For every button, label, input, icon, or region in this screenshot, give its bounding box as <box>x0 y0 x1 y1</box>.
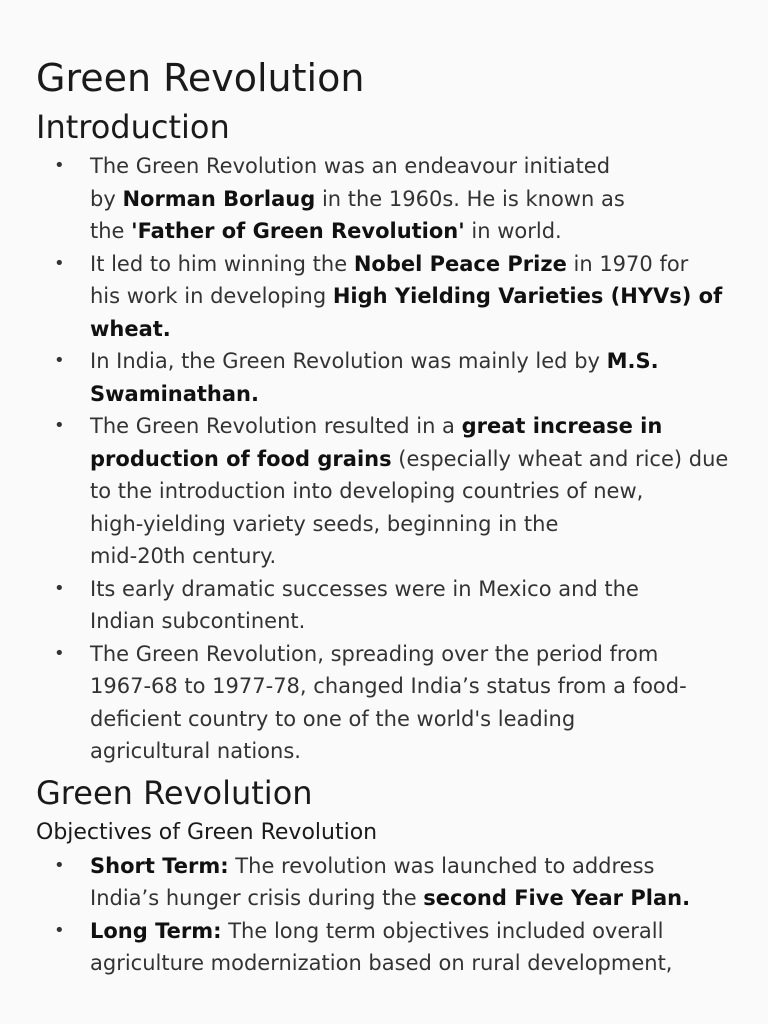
text-span: to the introduction into developing countries of new, <box>90 479 644 503</box>
text-span: It led to him winning the <box>90 251 354 276</box>
section-heading: Green Revolution <box>36 773 313 812</box>
text-span: agriculture modernization based on rural development, <box>90 951 673 975</box>
bold-text: second Five Year Plan. <box>423 886 691 910</box>
intro-heading: Introduction <box>36 108 230 146</box>
bold-text: wheat. <box>90 316 171 341</box>
bold-text: Short Term: <box>90 853 229 878</box>
list-item <box>36 850 738 915</box>
text-span: in 1970 for <box>566 251 689 276</box>
text-span: The Green Revolution resulted in a <box>90 414 462 438</box>
text-span: by <box>90 186 123 211</box>
text-span: in the 1960s. He is known as <box>315 186 625 211</box>
text-span: in world. <box>464 219 562 243</box>
list-item <box>36 638 738 768</box>
text-span: deficient country to one of the world's leading <box>90 706 576 731</box>
text-span: India’s hunger crisis during the <box>90 886 424 910</box>
text-span: The long term objectives included overall <box>221 918 664 943</box>
text-span: mid-20th century. <box>90 544 277 568</box>
bold-text: great increase in <box>461 414 663 438</box>
text-span: agricultural nations. <box>90 739 301 763</box>
text-span: the <box>90 219 132 243</box>
objectives-list <box>36 850 738 980</box>
text-span: his work in developing <box>90 284 333 308</box>
bold-text: Norman Borlaug <box>122 186 316 211</box>
intro-list <box>36 150 738 768</box>
bullet-icon: • <box>54 415 65 436</box>
text-span: high-yielding variety seeds, beginning in the <box>90 511 559 536</box>
objectives-heading: Objectives of Green Revolution <box>36 819 378 845</box>
list-item <box>36 345 738 410</box>
bold-text: 'Father of Green Revolution' <box>131 219 465 243</box>
bullet-icon: • <box>54 642 65 664</box>
bullet-icon: • <box>54 350 65 371</box>
text-span: In India, the Green Revolution was mainly led by <box>90 349 607 373</box>
text-span: The Green Revolution, spreading over the period from <box>90 641 659 666</box>
text-span: The Green Revolution was an endeavour initiated <box>90 154 611 178</box>
bold-text: Nobel Peace Prize <box>353 251 567 276</box>
list-item <box>36 915 738 980</box>
bullet-icon: • <box>54 577 65 599</box>
bullet-icon: • <box>54 919 65 941</box>
text-span: 1967-68 to 1977-78, changed India’s status from a food- <box>90 674 687 698</box>
bold-text: production of food grains <box>90 446 392 471</box>
list-item <box>36 248 738 346</box>
list-item <box>36 573 738 638</box>
list-item <box>36 150 738 248</box>
bold-text: Swaminathan. <box>90 381 259 406</box>
bold-text: M.S. <box>606 349 659 373</box>
text-span: (especially wheat and rice) due <box>391 446 729 471</box>
page-title: Green Revolution <box>36 56 365 100</box>
list-item <box>36 410 738 573</box>
text-span: Indian subcontinent. <box>90 609 306 633</box>
bullet-icon: • <box>54 854 65 876</box>
text-span: Its early dramatic successes were in Mexico and the <box>90 576 639 601</box>
bullet-icon: • <box>54 155 65 176</box>
bullet-icon: • <box>54 252 65 274</box>
text-span: The revolution was launched to address <box>228 853 655 878</box>
bold-text: Long Term: <box>90 918 222 943</box>
bold-text: High Yielding Varieties (HYVs) of <box>332 284 723 308</box>
